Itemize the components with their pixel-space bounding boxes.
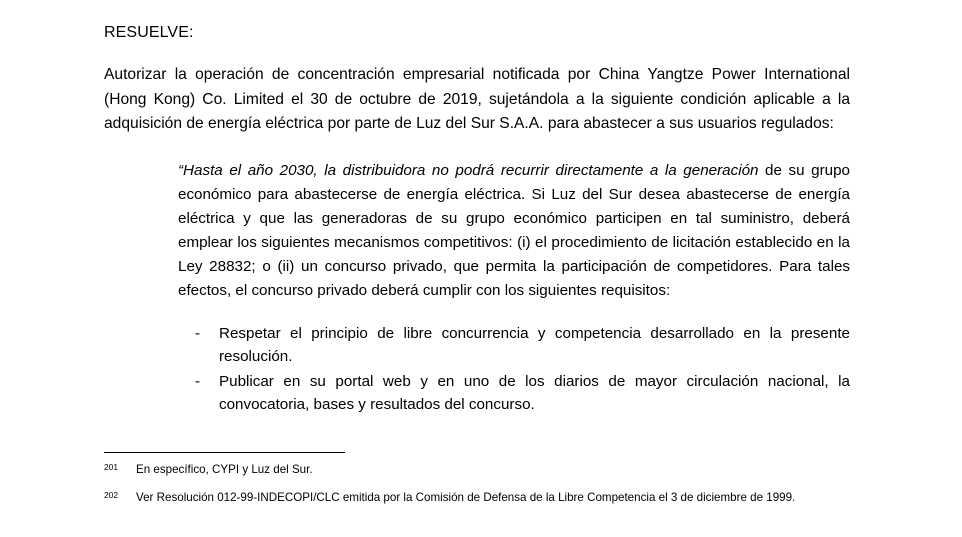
footnote-text: Ver Resolución 012-99-INDECOPI/CLC emitida por la Comisión de Defensa de la Libre Competencia el 3 de diciembre de 1999. (136, 491, 796, 504)
quoted-condition-block (178, 159, 850, 303)
document-body (104, 22, 850, 418)
list-item-text: Respetar el principio de libre concurrencia y competencia desarrollado en la presente resolución. (219, 324, 850, 365)
list-item-text: Publicar en su portal web y en uno de los diarios de mayor circulación nacional, la convocatoria, bases y resultados del concurso. (219, 372, 850, 413)
footnote-area (104, 452, 852, 518)
bullet-marker-icon: - (195, 372, 201, 390)
footnote-number: 202 (104, 490, 118, 500)
requirements-list (192, 322, 850, 417)
footnote-separator (104, 452, 345, 453)
quote-body: de su grupo económico para abastecerse de energía eléctrica. Si Luz del Sur desea abastecerse de energía eléctrica y que las generadoras de su grupo económico participen en tal suministro, deberá emplear los siguientes mecanismos competitivos: (i) el procedimiento de licitación establecido en la Ley 28832; o (ii) un concurso privado, que permita la participación de competidores. Para tales efectos, el concurso privado deberá cumplir con los siguientes requisitos: (178, 161, 850, 299)
main-paragraph: Autorizar la operación de concentración empresarial notificada por China Yangtze Power International (Hong Kong) Co. Limited el 30 de octubre de 2019, sujetándola a la siguiente condición aplicable a la adquisición de energía eléctrica por parte de Luz del Sur S.A.A. para abastecer a sus usuarios regulados: (104, 66, 850, 132)
bullet-marker-icon: - (195, 324, 201, 342)
footnote-text: En específico, CYPI y Luz del Sur. (136, 463, 313, 476)
quote-italic-lead: “Hasta el año 2030, la distribuidora no podrá recurrir directamente a la generación (178, 161, 759, 179)
clipped-top-line (104, 0, 850, 1)
footnote-number: 201 (104, 462, 118, 472)
page-title: RESUELVE: (104, 24, 194, 41)
list-item (192, 370, 850, 417)
footnote (104, 490, 852, 505)
footnote (104, 462, 852, 477)
list-item (192, 322, 850, 369)
